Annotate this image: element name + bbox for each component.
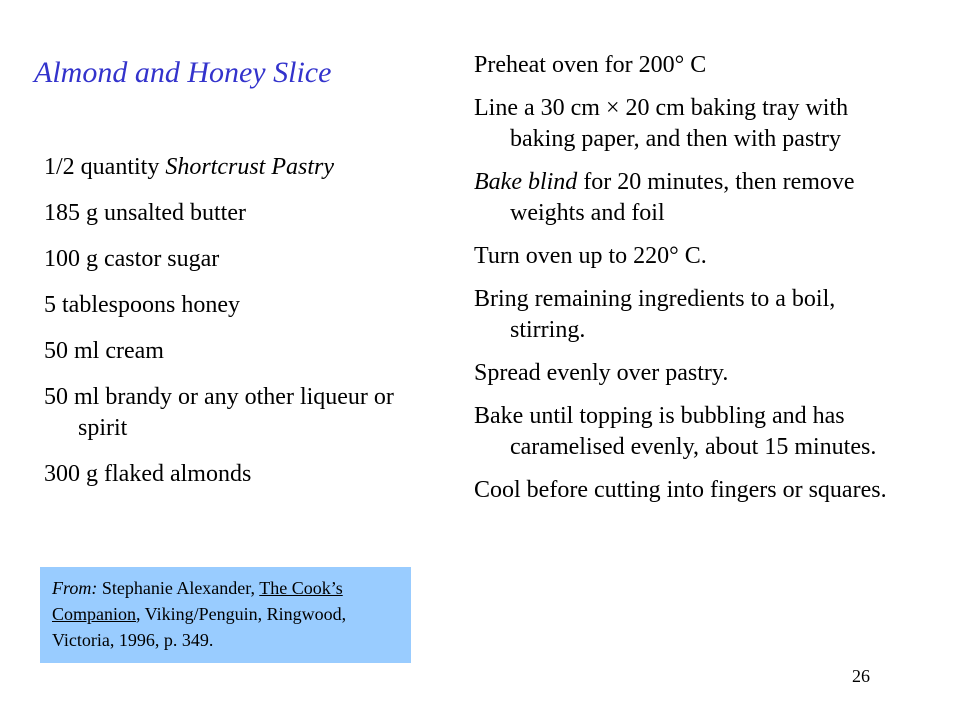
- ingredient-item: 50 ml brandy or any other liqueur or spirit: [44, 384, 394, 441]
- method-step: Spread evenly over pastry.: [474, 360, 729, 386]
- method-step: Preheat oven for 200° C: [474, 52, 707, 78]
- ingredient-item: 100 g castor sugar: [44, 246, 220, 272]
- method-step: Bake until topping is bubbling and has caramelised evenly, about 15 minutes.: [474, 403, 877, 460]
- ingredient-quantity: 1/2 quantity: [44, 154, 166, 180]
- ingredient-item: 5 tablespoons honey: [44, 292, 240, 318]
- slide-title: Almond and Honey Slice: [34, 56, 332, 89]
- method-emphasis: Bake blind: [474, 169, 578, 195]
- ingredient-item: [44, 152, 414, 183]
- ingredient-emphasis: Shortcrust Pastry: [165, 154, 334, 180]
- method-step: Turn oven up to 220° C.: [474, 243, 707, 269]
- citation-box: [40, 567, 411, 663]
- citation-book-title: The Cook’s Companion: [52, 578, 343, 624]
- ingredients-list: [44, 152, 414, 505]
- method-steps: [474, 50, 914, 518]
- ingredient-item: 185 g unsalted butter: [44, 200, 246, 226]
- citation-label: From:: [52, 578, 98, 598]
- ingredient-item: 300 g flaked almonds: [44, 461, 252, 487]
- ingredient-item: 50 ml cream: [44, 338, 164, 364]
- method-step: Bring remaining ingredients to a boil, stirring.: [474, 286, 836, 343]
- citation-publisher: , Viking/Penguin, Ringwood, Victoria, 1996, p. 349.: [52, 604, 347, 650]
- method-step-text: for 20 minutes, then remove weights and foil: [510, 169, 855, 226]
- page-number: 26: [852, 666, 870, 686]
- method-step: Cool before cutting into fingers or squares.: [474, 477, 887, 503]
- method-step: Line a 30 cm × 20 cm baking tray with baking paper, and then with pastry: [474, 95, 849, 152]
- method-step: [474, 167, 914, 229]
- citation-author: Stephanie Alexander,: [97, 578, 260, 598]
